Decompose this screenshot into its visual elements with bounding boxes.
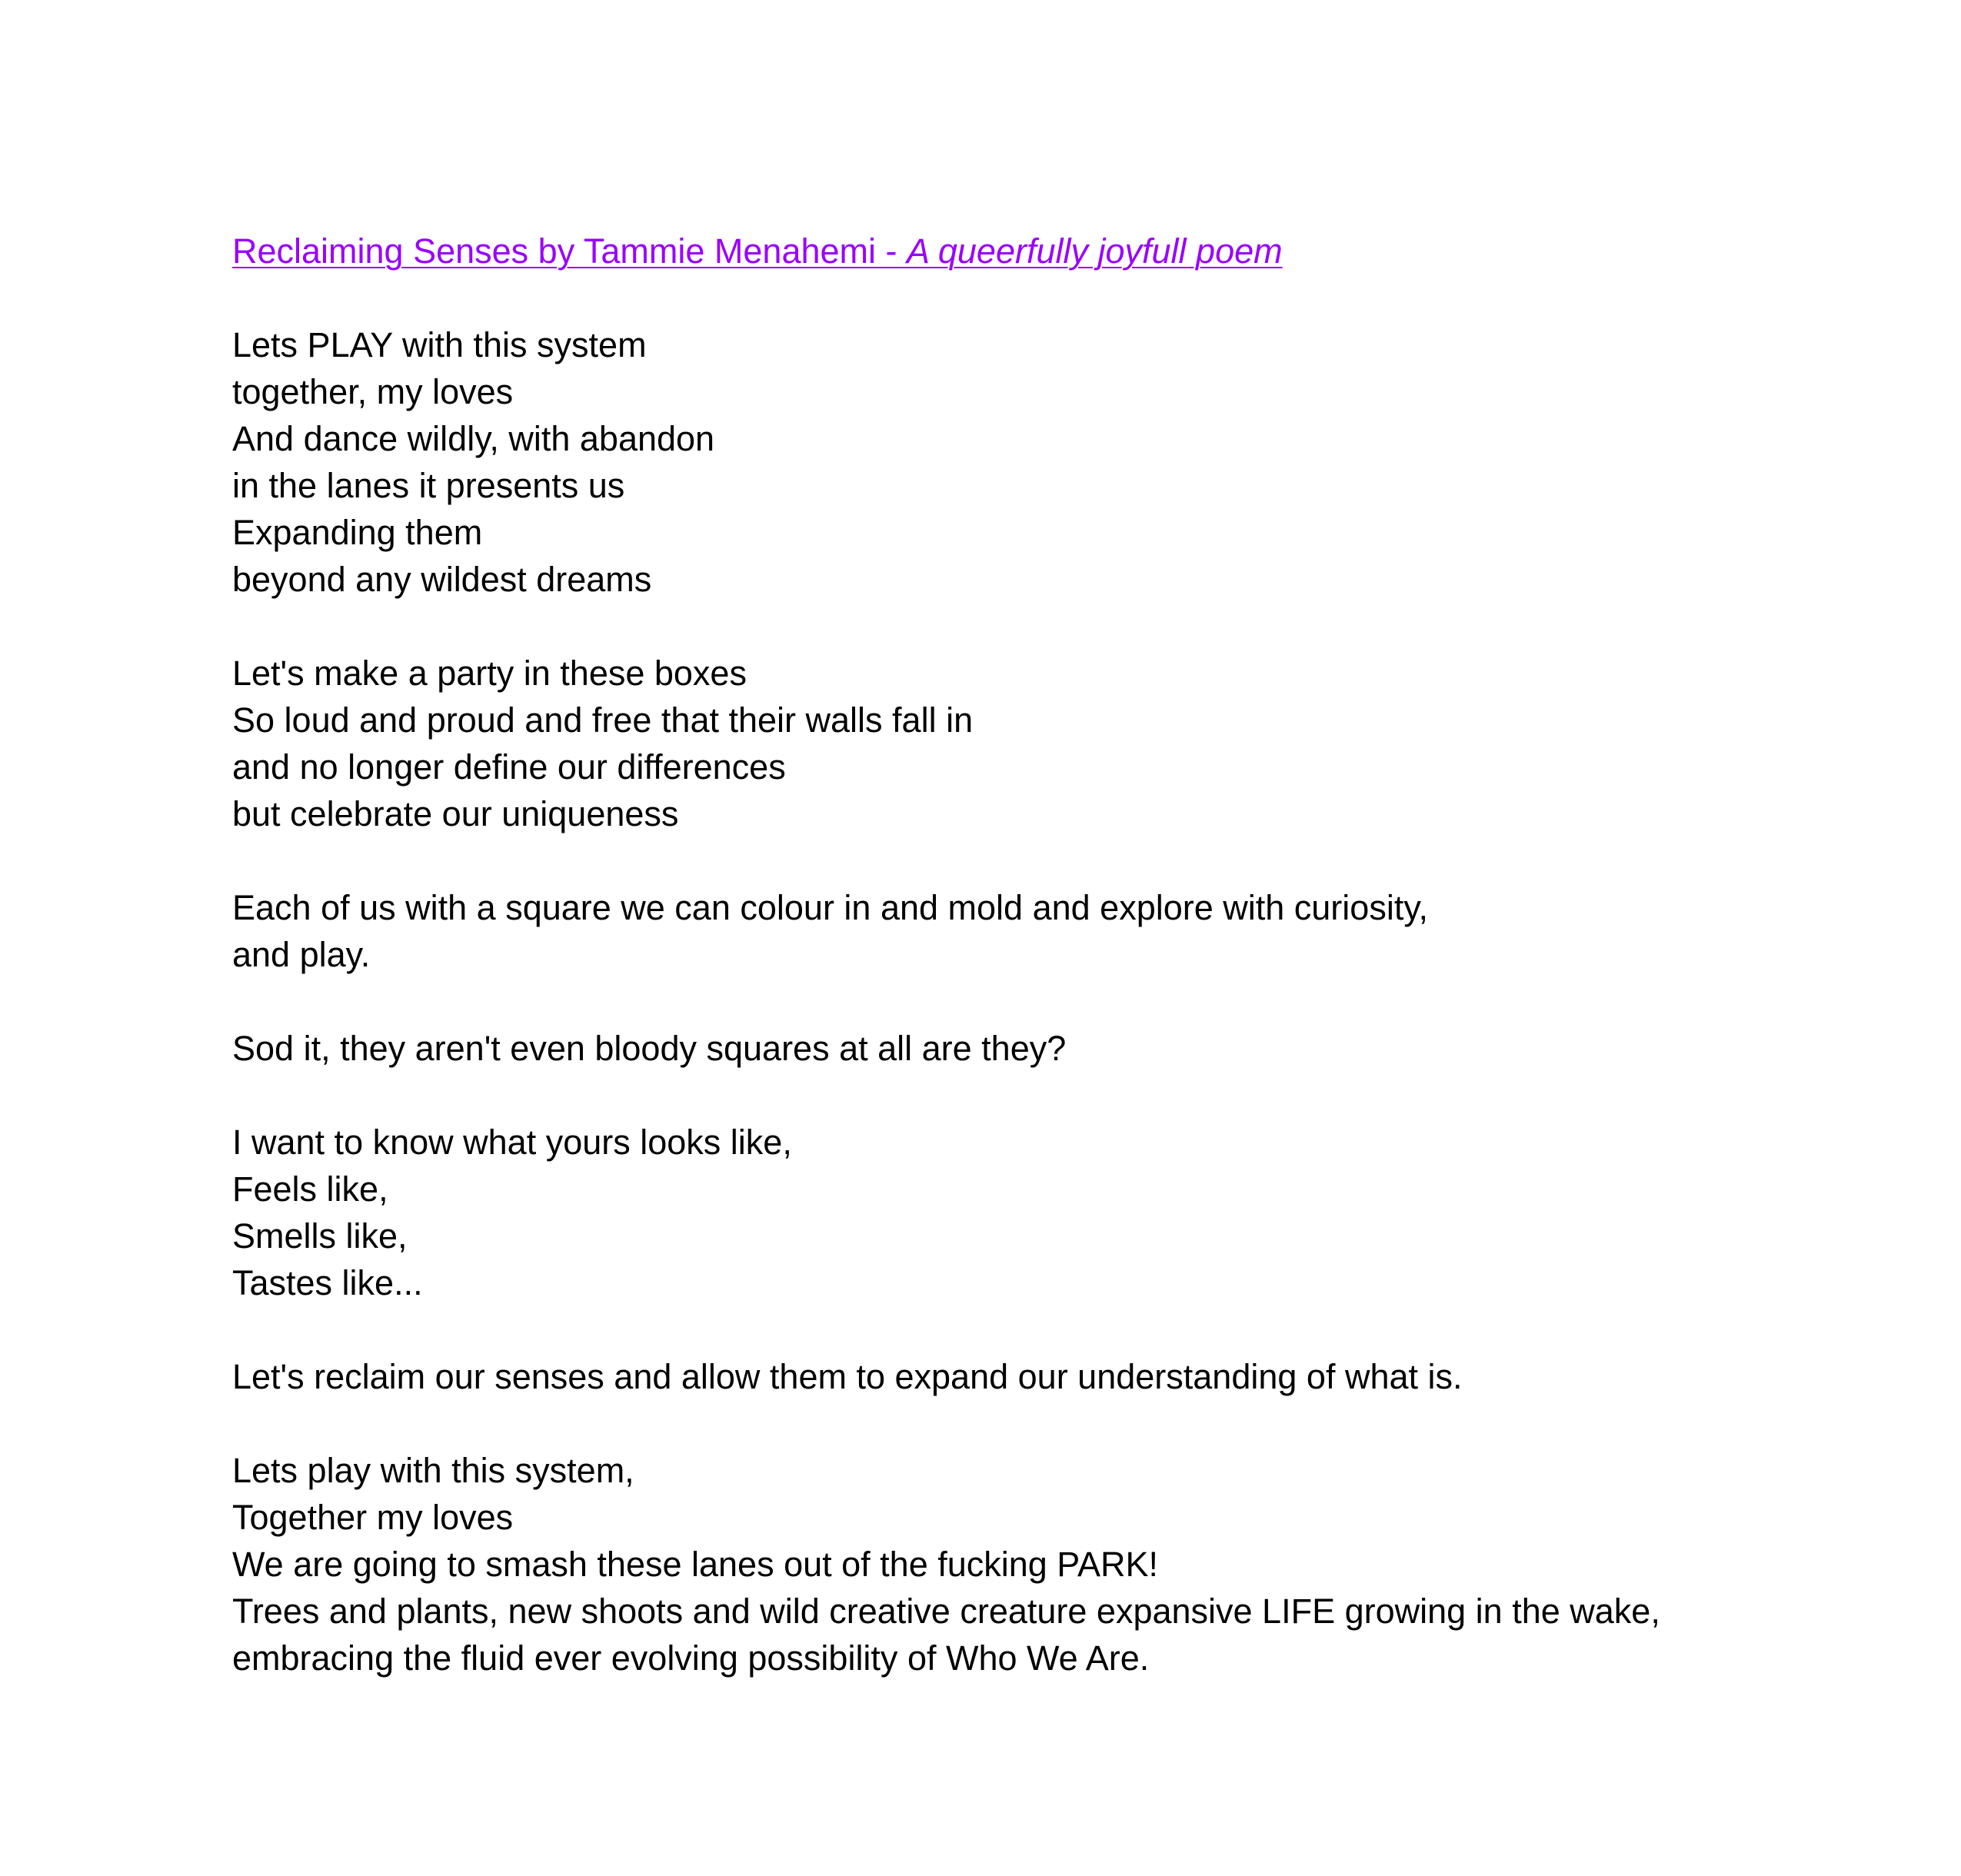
stanza <box>232 1025 1770 1072</box>
poem-line: I want to know what yours looks like, <box>232 1123 792 1162</box>
stanza <box>232 1353 1770 1400</box>
poem-line: Smells like, <box>232 1216 408 1256</box>
stanza <box>232 650 1770 837</box>
poem-line: Expanding them <box>232 513 483 552</box>
poem-line: And dance wildly, with abandon <box>232 419 715 458</box>
poem-line: Together my loves <box>232 1498 514 1537</box>
poem-line: Feels like, <box>232 1169 388 1209</box>
poem-line: in the lanes it presents us <box>232 466 625 505</box>
poem-line: Trees and plants, new shoots and wild creative creature expansive LIFE growing in the wake, <box>232 1592 1660 1631</box>
poem-title: Reclaiming Senses by Tammie Menahemi - <box>232 231 907 271</box>
document-page <box>232 228 1770 1681</box>
poem-line: and no longer define our differences <box>232 747 786 787</box>
title-block <box>232 228 1770 274</box>
poem-line: embracing the fluid ever evolving possibility of Who We Are. <box>232 1638 1150 1678</box>
poem-subtitle: A queerfully joyfull poem <box>907 231 1283 271</box>
poem-line: together, my loves <box>232 372 514 411</box>
poem-title-link[interactable] <box>232 228 1283 274</box>
poem-line: We are going to smash these lanes out of the fucking PARK! <box>232 1545 1159 1584</box>
poem-line: Tastes like... <box>232 1263 423 1302</box>
poem-line: and play. <box>232 935 371 974</box>
poem-line: So loud and proud and free that their walls fall in <box>232 700 974 740</box>
stanza <box>232 884 1770 978</box>
stanza <box>232 1447 1770 1681</box>
poem-line: Sod it, they aren't even bloody squares at all are they? <box>232 1029 1067 1068</box>
poem-line: Lets PLAY with this system <box>232 325 647 364</box>
stanza <box>232 1119 1770 1306</box>
poem-body <box>232 321 1770 1681</box>
poem-line: Lets play with this system, <box>232 1451 634 1490</box>
stanza <box>232 321 1770 603</box>
poem-line: but celebrate our uniqueness <box>232 794 679 833</box>
poem-line: Let's make a party in these boxes <box>232 654 747 693</box>
poem-line: Each of us with a square we can colour in and mold and explore with curiosity, <box>232 888 1428 927</box>
poem-line: Let's reclaim our senses and allow them to expand our understanding of what is. <box>232 1357 1463 1396</box>
poem-line: beyond any wildest dreams <box>232 560 652 599</box>
